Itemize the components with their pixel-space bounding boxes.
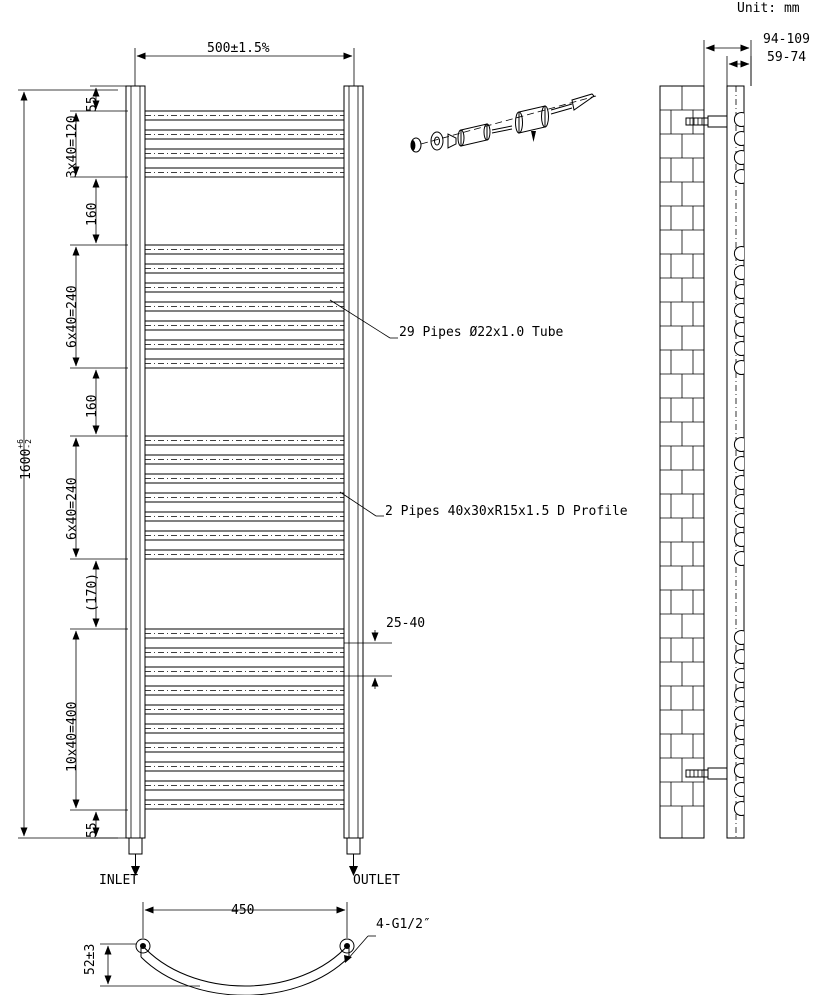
inlet-label: INLET [99, 873, 139, 888]
dim-label-gap-3: (170) [85, 572, 100, 612]
dim-label-bottom-margin: 55 [85, 822, 100, 838]
side-view-radiator [686, 86, 744, 838]
front-view-tubes [145, 111, 344, 809]
dim-label-group-3: 6x40=240 [65, 477, 80, 540]
dim-label-width: 500±1.5% [207, 41, 270, 56]
dim-pitch-25-40 [344, 630, 392, 689]
dim-height-value: 1600 [18, 448, 34, 480]
dim-label-gap-2: 160 [85, 394, 100, 418]
outlet-label: OUTLET [353, 873, 400, 888]
dim-label-height [18, 439, 35, 480]
dim-label-wall-depth-total: 94-109 [763, 32, 810, 47]
dim-label-top-margin: 55 [85, 96, 100, 112]
dim-label-group-2: 6x40=240 [65, 285, 80, 348]
dim-label-gap-1: 160 [85, 202, 100, 226]
front-view-connections [129, 838, 360, 876]
front-view-left-post [126, 86, 145, 838]
front-view-right-post [344, 86, 363, 838]
callout-leaders [330, 300, 398, 516]
dim-label-bottom-height: 52±3 [83, 943, 98, 975]
wall-fixing-kit-exploded [411, 94, 596, 152]
dim-label-center-distance: 450 [231, 903, 255, 918]
dim-label-bar-spacing: 25-40 [386, 616, 426, 631]
dim-height-tolerance: +6 -2 [16, 439, 34, 449]
dim-label-group-4: 10x40=400 [65, 701, 80, 772]
callout-connection: 4-G1/2″ [376, 917, 431, 932]
wall-bracket-bottom [686, 768, 727, 779]
dim-label-wall-depth-inner: 59-74 [767, 50, 807, 65]
callout-profile: 2 Pipes 40x30xR15x1.5 D Profile [385, 504, 628, 519]
dim-label-group-1: 3x40=120 [65, 115, 80, 178]
side-view-wall [660, 86, 704, 838]
wall-bracket-top [686, 116, 727, 127]
unit-note: Unit: mm [737, 1, 800, 16]
dim-side-depth [704, 40, 751, 86]
callout-tube: 29 Pipes Ø22x1.0 Tube [399, 325, 564, 340]
